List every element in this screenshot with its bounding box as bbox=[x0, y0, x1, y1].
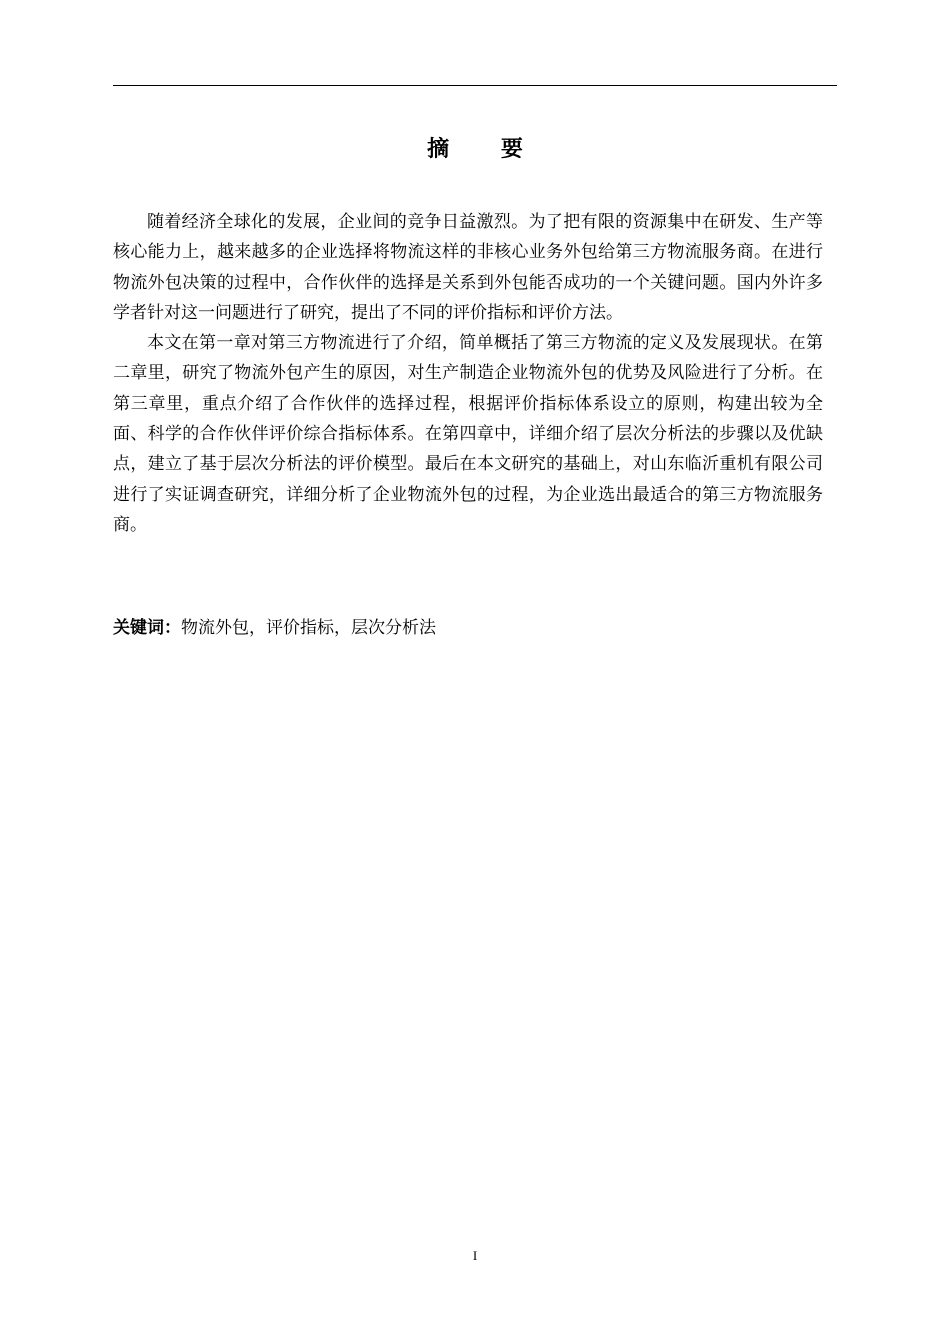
abstract-paragraph-2: 本文在第一章对第三方物流进行了介绍，简单概括了第三方物流的定义及发展现状。在第二章里，研究了物流外包产生的原因，对生产制造企业物流外包的优势及风险进行了分析。在第三章里，重点介绍了合作伙伴的选择过程，根据评价指标体系设立的原则，构建出较为全面、科学的合作伙伴评价综合指标体系。在第四章中，详细介绍了层次分析法的步骤以及优缺点，建立了基于层次分析法的评价模型。最后在本文研究的基础上，对山东临沂重机有限公司进行了实证调查研究，详细分析了企业物流外包的过程，为企业选出最适合的第三方物流服务商。 bbox=[113, 333, 823, 535]
header-rule bbox=[113, 85, 837, 86]
page-number: I bbox=[472, 1248, 478, 1263]
page-title: 摘 要 bbox=[427, 137, 545, 162]
keywords-label: 关键词： bbox=[113, 618, 181, 638]
keywords-line bbox=[113, 613, 823, 643]
keywords-value: 物流外包，评价指标，层次分析法 bbox=[181, 618, 436, 638]
abstract-paragraph-1: 随着经济全球化的发展，企业间的竞争日益激烈。为了把有限的资源集中在研发、生产等核心能力上，越来越多的企业选择将物流这样的非核心业务外包给第三方物流服务商。在进行物流外包决策的过程中，合作伙伴的选择是关系到外包能否成功的一个关键问题。国内外许多学者针对这一问题进行了研究，提出了不同的评价指标和评价方法。 bbox=[113, 212, 823, 323]
abstract-body bbox=[113, 207, 823, 540]
